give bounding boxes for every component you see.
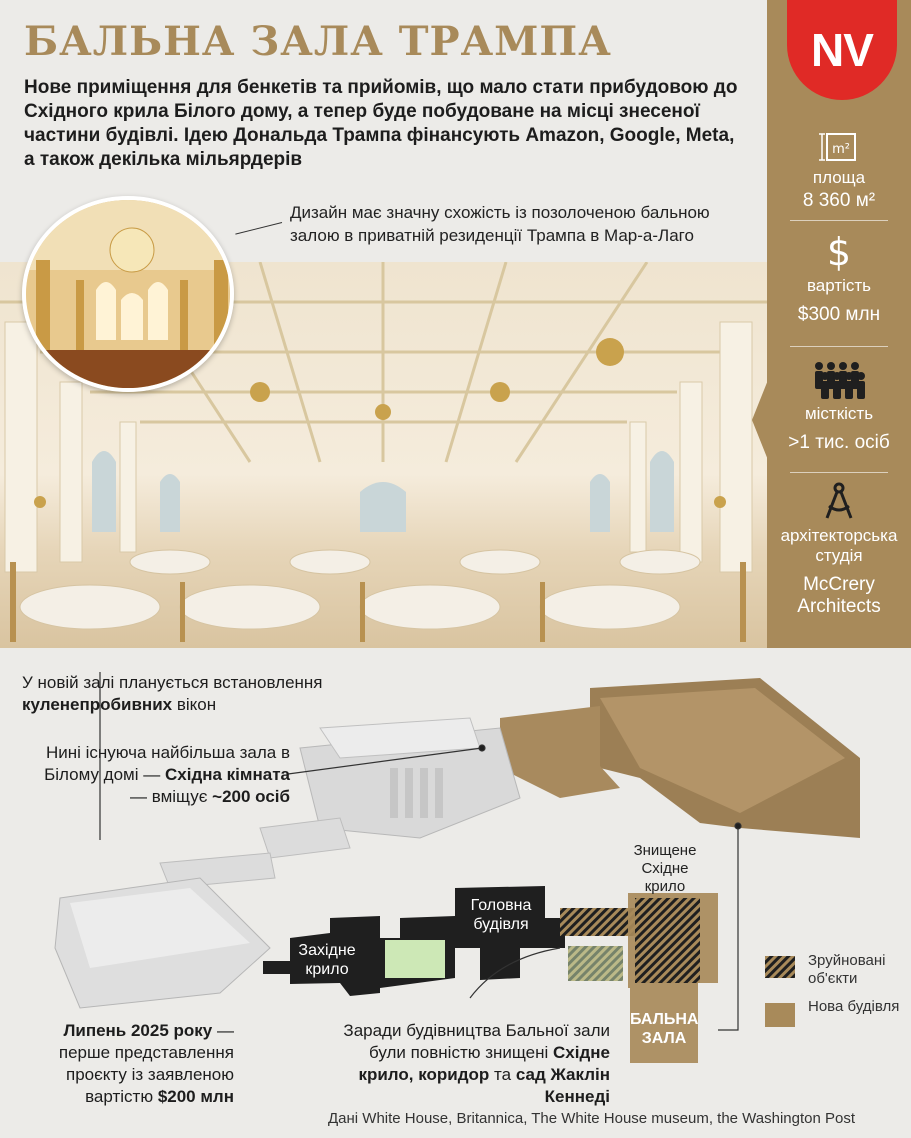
july-2025-callout: Липень 2025 року — перше представлення проєкту із заявленою вартістю $200 млн — [58, 1021, 234, 1106]
stat-capacity — [767, 360, 911, 454]
stat-capacity-value: >1 тис. осіб — [788, 432, 890, 453]
west-wing-label: Західне крило — [298, 942, 356, 978]
page-title: БАЛЬНА ЗАЛА ТРАМПА — [24, 18, 612, 65]
sidebar-notch — [752, 380, 768, 460]
windows-callout: У новій залі планується встановлення куленепробивних вікон — [22, 673, 323, 714]
stat-cost-label: вартість — [806, 276, 872, 295]
destroyed-east-wing-label: Знищене Східне крило — [633, 842, 697, 895]
nv-logo: NV — [787, 0, 897, 100]
stat-cost-value: $300 млн — [797, 304, 881, 325]
ballroom-label: БАЛЬНА ЗАЛА — [630, 1011, 699, 1047]
page-subtitle: Нове приміщення для бенкетів та прийомів, що мало стати прибудовою до Східного крила Білого дому, а тепер буде побудоване на місці знесеної частини будівлі. Ідею Дональда Трампа фінансують Amazon, Google, Meta, а також декілька мільярдерів — [24, 77, 738, 170]
svg-text:m²: m² — [832, 142, 850, 157]
legend-new-label: Нова будівля — [808, 998, 900, 1015]
stat-architect-value: McCrery Architects — [797, 574, 881, 617]
area-icon — [767, 128, 911, 164]
mar-a-lago-ballroom-photo — [22, 196, 234, 392]
demolished-callout: Заради будівництва Бальної зали були повністю знищені Східне крило, коридор та сад Жаклін Кеннеді — [343, 1021, 610, 1106]
legend-destroyed-label: Зруйновані об'єкти — [808, 952, 886, 987]
dollar-icon: $ — [826, 230, 852, 274]
stat-divider — [790, 220, 888, 221]
main-building-label: Головна будівля — [470, 897, 532, 933]
stat-area-value: 8 360 м² — [802, 190, 876, 211]
compass-icon — [767, 482, 911, 522]
stat-cost — [767, 232, 911, 326]
stat-capacity-label: місткість — [804, 404, 874, 423]
stat-divider — [790, 346, 888, 347]
stat-area-label: площа — [812, 168, 866, 187]
east-room-callout: Нині існуюча найбільша зала в Білому домі — Східна кімната — вміщує ~200 осіб — [44, 743, 290, 806]
people-icon — [767, 360, 911, 400]
stat-architect-label: архітекторська студія — [780, 526, 898, 565]
stat-area — [767, 128, 911, 212]
design-callout: Дизайн має значну схожість із позолоченою бальною залою в приватній резиденції Трампа в Мар-а-Лаго — [290, 203, 710, 245]
source-note: Дані White House, Britannica, The White House museum, the Washington Post — [328, 1110, 856, 1127]
design-callout-line — [235, 222, 282, 235]
stat-divider — [790, 472, 888, 473]
stat-architect — [767, 482, 911, 618]
